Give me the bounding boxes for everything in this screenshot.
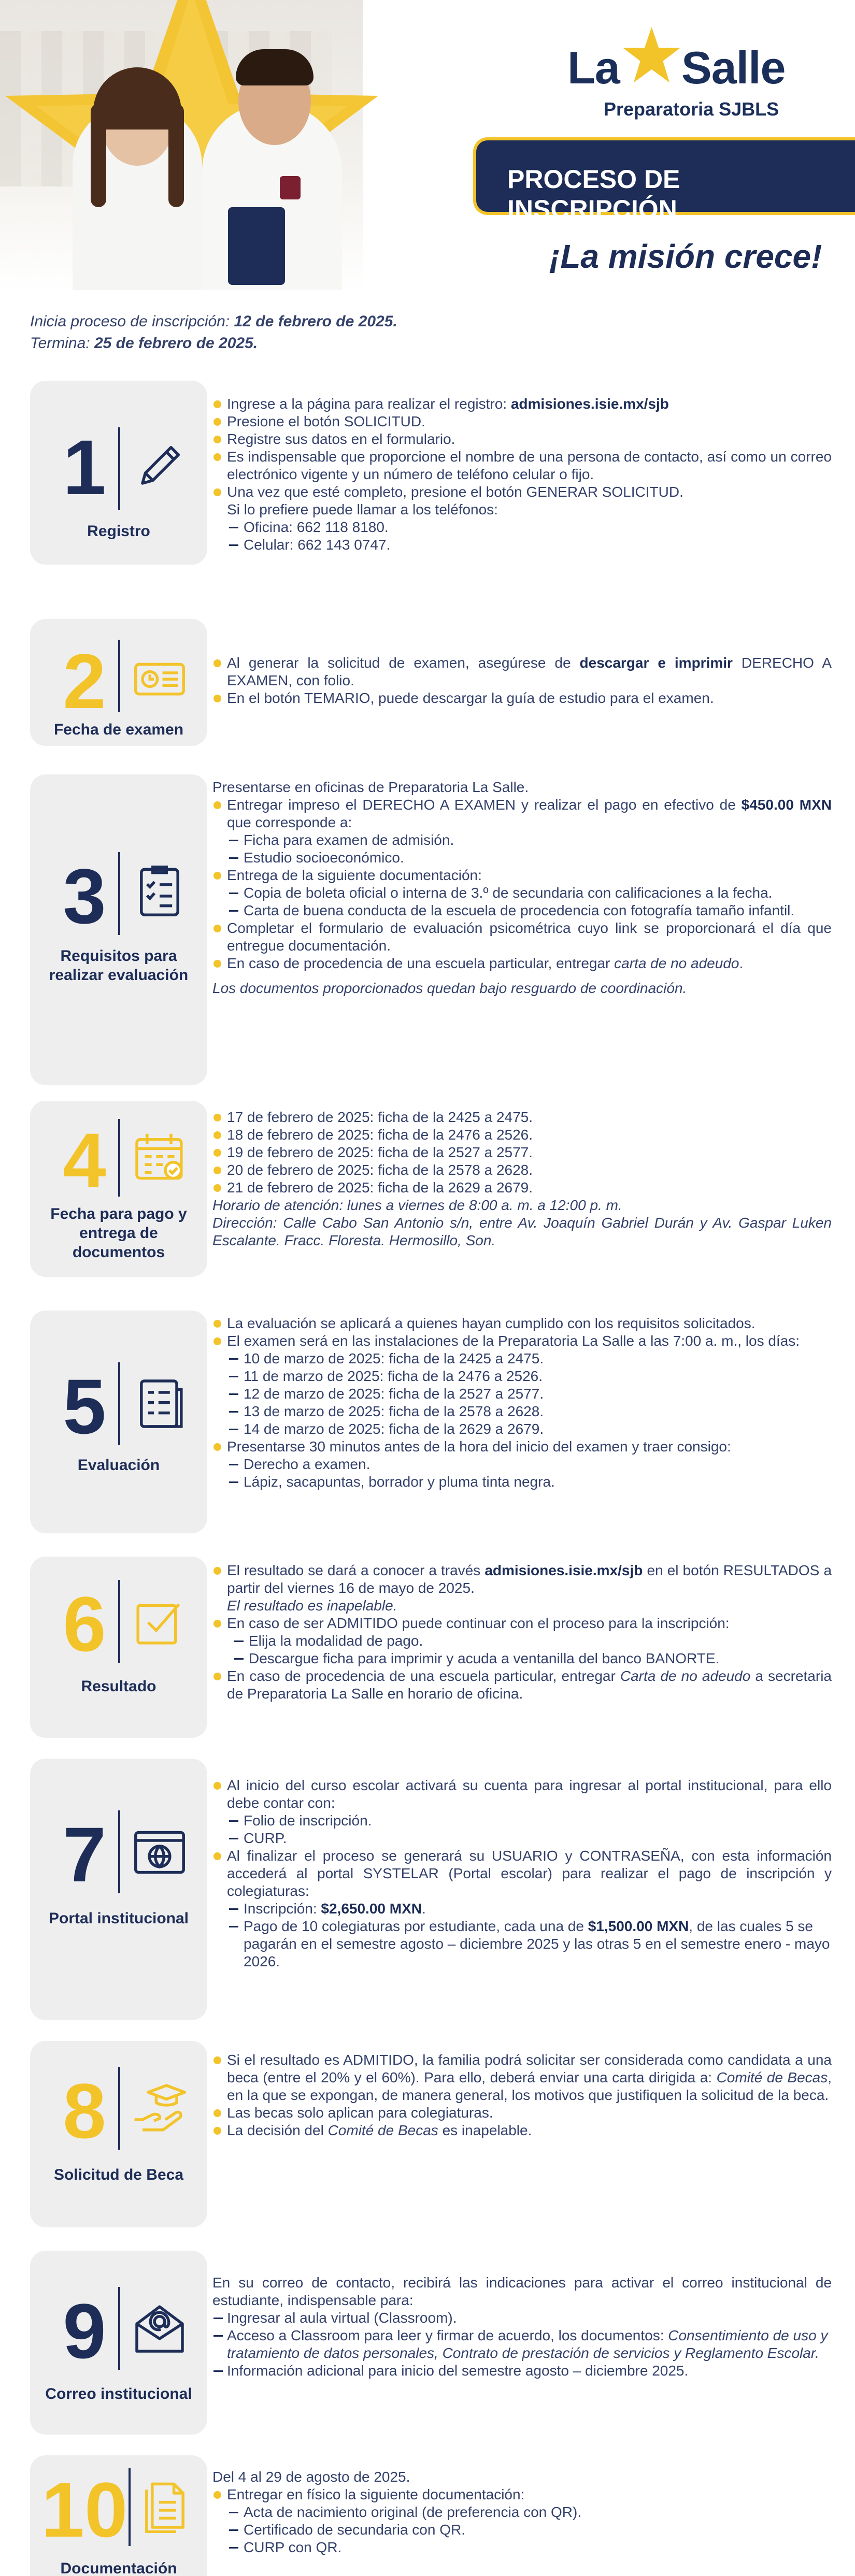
step-card [30, 2041, 207, 2227]
step-content [212, 1109, 832, 1249]
divider [129, 2468, 131, 2546]
end-label: Termina: [30, 335, 90, 352]
text: Estudio socioeconómico. [212, 849, 832, 867]
step-9 [30, 2251, 838, 2435]
text: a secretaria de Preparatoria La Salle en horario de oficina. [227, 1668, 832, 1702]
text: . [421, 1901, 426, 1917]
logo-star-icon [622, 26, 681, 85]
hero-banner [0, 0, 855, 290]
text: Entrega de la siguiente documentación: [212, 867, 832, 884]
text: Carta de buena conducta de la escuela de procedencia con fotografía tamaño infantil. [212, 902, 832, 919]
text: DERECHO A EXAMEN, con folio. [227, 655, 832, 688]
text: En su correo de contacto, recibirá las indicaciones para activar el correo institucional de estudiante, indispensable para: [212, 2275, 832, 2308]
step-5 [30, 1311, 838, 1533]
step-label: Requisitos para realizar evaluación [49, 947, 189, 984]
divider [118, 1580, 120, 1663]
text-italic: Carta de no adeudo [620, 1668, 751, 1684]
text: La decisión del [227, 2122, 328, 2138]
text-italic: Comité de Becas [716, 2069, 828, 2085]
date-row: 19 de febrero de 2025: ficha de la 2527 a 2577. [212, 1144, 832, 1161]
price-tuition: $1,500.00 MXN [588, 1918, 689, 1934]
divider [118, 1810, 120, 1893]
checklist-icon [131, 862, 188, 919]
text: , en la que se expongan, de manera general, los motivos que justifiquen la solicitud de la beca. [227, 2069, 832, 2103]
logo-word-la: La [567, 42, 620, 93]
step-card [30, 1759, 207, 2020]
text: Información adicional para inicio del semestre agosto – diciembre 2025. [212, 2362, 832, 2380]
text: Una vez que esté completo, presione el botón GENERAR SOLICITUD. [212, 483, 832, 501]
step-label: Correo institucional [45, 2385, 192, 2402]
step-content [212, 2274, 832, 2380]
process-dates [30, 311, 397, 354]
step-content [212, 2051, 832, 2139]
step-content [212, 1777, 832, 1970]
la-salle-logo [567, 21, 811, 119]
step-3 [30, 774, 838, 1085]
text: Presentarse 30 minutos antes de la hora del inicio del examen y traer consigo: [212, 1438, 832, 1456]
step-card [30, 1311, 207, 1533]
text: El examen será en las instalaciones de la Preparatoria La Salle a las 7:00 a. m., los días: [212, 1332, 832, 1350]
text: Entregar en físico la siguiente documentación: [212, 2486, 832, 2503]
text: El resultado se dará a conocer a través [227, 1562, 485, 1578]
step-card [30, 619, 207, 746]
step-card [30, 381, 207, 565]
step-label: Resultado [81, 1678, 156, 1695]
text-italic: Consentimiento de uso y tratamiento de datos personales, Contrato de prestación de servicios y Reglamento Escolar. [227, 2327, 828, 2361]
step-card [30, 2455, 207, 2576]
step-number: 5 [63, 1363, 106, 1450]
logo-word-salle: Salle [681, 42, 786, 93]
divider [118, 1119, 120, 1197]
text-italic: carta de no adeudo [614, 955, 739, 971]
step-label: Portal institucional [48, 1910, 189, 1927]
text: Ingresar al aula virtual (Classroom). [212, 2309, 832, 2327]
text: Completar el formulario de evaluación psicométrica cuyo link se proporcionará el día que entregue documentación. [212, 919, 832, 955]
text: En caso de procedencia de una escuela particular, entregar [227, 955, 615, 971]
text: La evaluación se aplicará a quienes hayan cumplido con los requisitos solicitados. [212, 1315, 832, 1332]
text: Registre sus datos en el formulario. [212, 430, 832, 448]
text: Ingrese a la página para realizar el registro: [227, 396, 511, 412]
step-label: Registro [87, 523, 150, 540]
step-1 [30, 381, 838, 565]
tagline: ¡La misión crece! [549, 238, 822, 275]
step-10 [30, 2455, 838, 2576]
text: Acta de nacimiento original (de preferencia con QR). [212, 2503, 832, 2521]
text: Presentarse en oficinas de Preparatoria La Salle. [212, 779, 529, 795]
step-label: Fecha de examen [53, 721, 184, 738]
divider [118, 1362, 120, 1445]
address: Dirección: Calle Cabo San Antonio s/n, entre Av. Joaquín Gabriel Durán y Av. Gaspar Luken Escalante. Fracc. Floresta. Hermosillo, Son. [212, 1215, 832, 1248]
date-row: 13 de marzo de 2025: ficha de la 2578 a 2628. [212, 1403, 832, 1420]
text: Inscripción: [244, 1901, 321, 1917]
price-enrollment: $2,650.00 MXN [321, 1901, 422, 1917]
text: Las becas solo aplican para colegiaturas. [212, 2104, 832, 2122]
logo-subtitle: Preparatoria SJBLS [604, 98, 779, 120]
page-title: PROCESO DE INSCRIPCIÓN [507, 165, 680, 224]
text: Folio de inscripción. [212, 1812, 832, 1830]
divider [118, 640, 120, 712]
step-content [212, 1315, 832, 1491]
step-label: Fecha para pago y entrega de documentos [50, 1205, 187, 1261]
date-row: 14 de marzo de 2025: ficha de la 2629 a 2679. [212, 1420, 832, 1438]
step-4 [30, 1101, 838, 1277]
start-label: Inicia proceso de inscripción: [30, 313, 230, 330]
step-card [30, 1101, 207, 1277]
step-card [30, 2251, 207, 2435]
text: Es indispensable que proporcione el nombre de una persona de contacto, así como un correo electrónico vigente y un número de teléfono celular o fijo. [227, 449, 832, 482]
date-row: 10 de marzo de 2025: ficha de la 2425 a 2475. [212, 1350, 832, 1368]
text: Pago de 10 colegiaturas por estudiante, cada una de [244, 1918, 588, 1934]
calendar-icon [131, 1129, 188, 1186]
graduation-hand-icon [131, 2080, 188, 2137]
note: Los documentos proporcionados quedan bajo resguardo de coordinación. [212, 980, 687, 996]
step-2 [30, 619, 838, 746]
text: Ficha para examen de admisión. [212, 831, 832, 849]
date-row: 17 de febrero de 2025: ficha de la 2425 a 2475. [212, 1109, 832, 1126]
text: Presione el botón SOLICITUD. [212, 413, 832, 430]
date-row: 18 de febrero de 2025: ficha de la 2476 a 2526. [212, 1126, 832, 1144]
text: , de las cuales 5 se pagarán en el semestre agosto – diciembre 2025 y las otras 5 en el semestre enero - mayo 2026. [244, 1918, 830, 1969]
step-content [212, 1562, 832, 1703]
text: Al finalizar el proceso se generará su USUARIO y CONTRASEÑA, con esta información accederá al portal SYSTELAR (Portal escolar) para realizar el pago de inscripción y colegiaturas: [212, 1847, 832, 1900]
envelope-at-icon [131, 2300, 188, 2357]
text: Copia de boleta oficial o interna de 3.º de secundaria con calificaciones a la fecha. [212, 884, 832, 902]
text: Derecho a examen. [212, 1456, 832, 1473]
divider [118, 427, 120, 510]
phone-mobile: Celular: 662 143 0747. [212, 536, 832, 554]
registration-link[interactable]: admisiones.isie.mx/sjb [510, 396, 669, 412]
divider [118, 2287, 120, 2370]
step-card [30, 1557, 207, 1738]
text: que corresponde a: [227, 814, 352, 830]
end-date: 25 de febrero de 2025. [94, 335, 258, 352]
date-row: 11 de marzo de 2025: ficha de la 2476 a 2526. [212, 1368, 832, 1385]
text-italic: El resultado es inapelable. [227, 1598, 397, 1614]
text: Elija la modalidad de pago. [212, 1632, 832, 1650]
step-card [30, 774, 207, 1085]
text: Lápiz, sacapuntas, borrador y pluma tinta negra. [212, 1473, 832, 1491]
step-6 [30, 1557, 838, 1738]
step-content [212, 395, 832, 554]
exam-icon [131, 1375, 188, 1432]
step-7 [30, 1759, 838, 2020]
step-number: 4 [63, 1117, 106, 1204]
step-number: 8 [63, 2067, 106, 2154]
step-content [212, 779, 832, 997]
phone-office: Oficina: 662 118 8180. [212, 519, 832, 536]
text: Entregar impreso el DERECHO A EXAMEN y realizar el pago en efectivo de [227, 797, 742, 813]
ticket-icon [131, 650, 188, 707]
divider [118, 2067, 120, 2150]
date-row: 20 de febrero de 2025: ficha de la 2578 a 2628. [212, 1161, 832, 1179]
text: Al generar la solicitud de examen, asegúrese de [227, 655, 580, 671]
text: Si el resultado es ADMITIDO, la familia podrá solicitar ser considerada como candidata a una beca (entre el 20% y el 60%). Para ello, deberá enviar una carta dirigida a: [227, 2052, 832, 2085]
text: en el botón RESULTADOS a partir del viernes 16 de mayo de 2025. [227, 1562, 832, 1596]
text: Certificado de secundaria con QR. [212, 2521, 832, 2539]
text-italic: Comité de Becas [327, 2122, 438, 2138]
text: Acceso a Classroom para leer y firmar de acuerdo, los documentos: [227, 2327, 668, 2343]
text-bold: descargar e imprimir [579, 655, 733, 671]
step-content [212, 654, 832, 707]
date-row: 21 de febrero de 2025: ficha de la 2629 a 2679. [212, 1179, 832, 1197]
text: En caso de procedencia de una escuela particular, entregar [227, 1668, 620, 1684]
office-hours: Horario de atención: lunes a viernes de 8:00 a. m. a 12:00 p. m. [212, 1197, 622, 1213]
date-row: 12 de marzo de 2025: ficha de la 2527 a 2577. [212, 1385, 832, 1403]
text: En caso de ser ADMITIDO puede continuar con el proceso para la inscripción: [212, 1615, 832, 1632]
text [212, 448, 832, 483]
text: Del 4 al 29 de agosto de 2025. [212, 2469, 410, 2485]
step-number: 10 [41, 2466, 128, 2553]
text: CURP con QR. [212, 2539, 832, 2556]
text: . [739, 955, 744, 971]
text: En el botón TEMARIO, puede descargar la guía de estudio para el examen. [212, 689, 832, 707]
text: Si lo prefiere puede llamar a los teléfonos: [227, 501, 498, 517]
step-number: 1 [63, 424, 106, 511]
documents-icon [136, 2476, 193, 2533]
checkbox-icon [131, 1593, 188, 1650]
step-label: Evaluación [77, 1457, 160, 1474]
step-number: 3 [63, 853, 106, 940]
step-number: 9 [63, 2287, 106, 2374]
step-content [212, 2468, 832, 2556]
text: CURP. [212, 1830, 832, 1847]
text: Descargue ficha para imprimir y acuda a ventanilla del banco BANORTE. [212, 1650, 832, 1667]
step-8 [30, 2041, 838, 2227]
price-exam: $450.00 MXN [741, 797, 832, 813]
page-title-bar [473, 137, 855, 224]
divider [118, 852, 120, 935]
text: Al inicio del curso escolar activará su cuenta para ingresar al portal institucional, para ello debe contar con: [212, 1777, 832, 1812]
step-number: 7 [63, 1811, 106, 1898]
text: es inapelable. [438, 2122, 532, 2138]
step-number: 6 [63, 1580, 106, 1667]
start-date: 12 de febrero de 2025. [234, 313, 397, 330]
pencil-icon [131, 438, 188, 495]
step-number: 2 [63, 638, 106, 725]
step-label: Solicitud de Beca [53, 2166, 184, 2183]
browser-globe-icon [131, 1823, 188, 1880]
step-label: Documentación [60, 2560, 177, 2576]
results-link[interactable]: admisiones.isie.mx/sjb [484, 1562, 643, 1578]
